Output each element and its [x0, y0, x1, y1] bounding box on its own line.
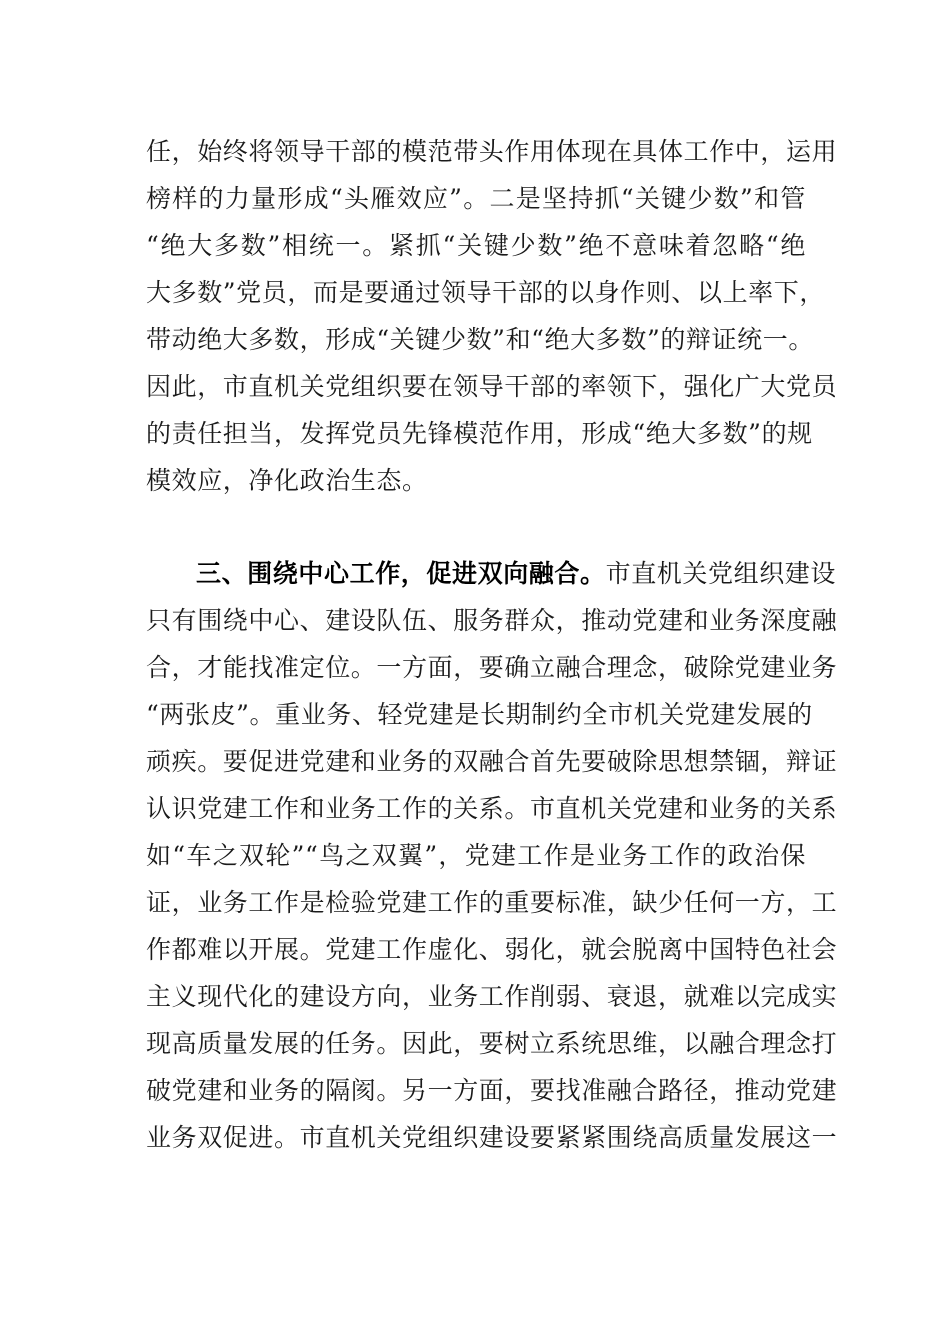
paragraph-1-line: 的责任担当，发挥党员先锋模范作用，形成“绝大多数”的规 — [146, 419, 813, 448]
paragraph-1-line: 模效应，净化政治生态。 — [146, 466, 428, 495]
paragraph-2-first-line-text: 市直机关党组织建设 — [605, 559, 837, 588]
paragraph-2-line: 顽疾。要促进党建和业务的双融合首先要破除思想禁锢，辩证 — [146, 747, 838, 776]
paragraph-2-line: “两张皮”。重业务、轻党建是长期制约全市机关党建发展的 — [146, 700, 813, 729]
paragraph-1-line: “绝大多数”相统一。紧抓“关键少数”绝不意味着忽略“绝 — [146, 231, 806, 260]
paragraph-2 — [146, 550, 838, 1161]
paragraph-1-line: 因此，市直机关党组织要在领导干部的率领下，强化广大党员 — [146, 372, 838, 401]
paragraph-gap — [146, 504, 806, 550]
paragraph-2-line: 证，业务工作是检验党建工作的重要标准，缺少任何一方，工 — [146, 888, 838, 917]
paragraph-1-line: 带动绝大多数，形成“关键少数”和“绝大多数”的辩证统一。 — [146, 325, 814, 354]
paragraph-2-line: 主义现代化的建设方向，业务工作削弱、衰退，就难以完成实 — [146, 982, 838, 1011]
paragraph-2-line: 作都难以开展。党建工作虚化、弱化，就会脱离中国特色社会 — [146, 935, 838, 964]
paragraph-2-line: 如“车之双轮”“鸟之双翼”，党建工作是业务工作的政治保 — [146, 841, 806, 870]
paragraph-2-line: 破党建和业务的隔阂。另一方面，要找准融合路径，推动党建 — [146, 1076, 838, 1105]
section-heading: 三、围绕中心工作，促进双向融合。 — [196, 559, 606, 588]
document-page — [146, 128, 838, 1161]
paragraph-2-line: 业务双促进。市直机关党组织建设要紧紧围绕高质量发展这一 — [146, 1123, 838, 1152]
paragraph-1-line: 榜样的力量形成“头雁效应”。二是坚持抓“关键少数”和管 — [146, 184, 806, 213]
paragraph-1-line: 任，始终将领导干部的模范带头作用体现在具体工作中，运用 — [146, 137, 838, 166]
paragraph-2-line: 现高质量发展的任务。因此，要树立系统思维，以融合理念打 — [146, 1029, 838, 1058]
paragraph-1-line: 大多数”党员，而是要通过领导干部的以身作则、以上率下， — [146, 278, 825, 307]
paragraph-2-first-line — [146, 550, 837, 597]
paragraph-2-line: 合，才能找准定位。一方面，要确立融合理念，破除党建业务 — [146, 653, 838, 682]
paragraph-2-line: 只有围绕中心、建设队伍、服务群众，推动党建和业务深度融 — [146, 606, 838, 635]
paragraph-2-line: 认识党建工作和业务工作的关系。市直机关党建和业务的关系 — [146, 794, 838, 823]
paragraph-1 — [146, 128, 838, 504]
